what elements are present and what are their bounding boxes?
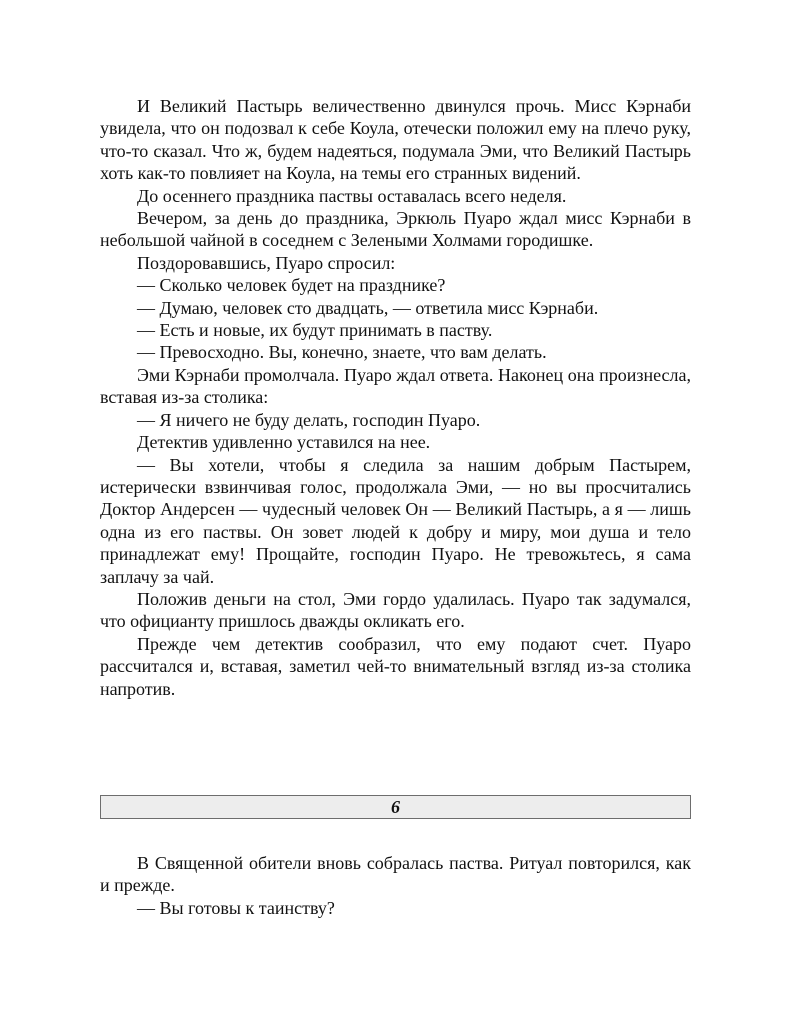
chapter-heading: [100, 795, 691, 819]
text-section-1: [100, 95, 691, 700]
paragraph: Эми Кэрнаби промолчала. Пуаро ждал ответа. Наконец она произнесла, вставая из-за столика:: [100, 364, 691, 408]
paragraph: В Священной обители вновь собралась паства. Ритуал повторился, как и прежде.: [100, 853, 691, 896]
paragraph: Прежде чем детектив сообразил, что ему подают счет. Пуаро рассчитался и, вставая, заметил чей-то внимательный взгляд из-за столика напротив.: [100, 633, 691, 699]
paragraph: Поздоровавшись, Пуаро спросил:: [137, 252, 396, 273]
dialogue-line: — Вы готовы к таинству?: [137, 897, 335, 918]
paragraph: Вечером, за день до праздника, Эркюль Пуаро ждал мисс Кэрнаби в небольшой чайной в соседнем с Зелеными Холмами городишке.: [100, 208, 691, 251]
dialogue-line: — Превосходно. Вы, конечно, знаете, что вам делать.: [137, 342, 547, 363]
text-section-2: [100, 852, 691, 919]
dialogue-line: — Я ничего не буду делать, господин Пуаро.: [137, 409, 481, 430]
dialogue-line: — Думаю, человек сто двадцать, — ответила мисс Кэрнаби.: [137, 297, 599, 318]
paragraph: Положив деньги на стол, Эми гордо удалилась. Пуаро так задумался, что официанту пришлось дважды окликать его.: [100, 588, 691, 632]
paragraph: До осеннего праздника паствы оставалась всего неделя.: [137, 185, 567, 206]
chapter-number: 6: [391, 797, 400, 817]
dialogue-line: — Вы хотели, чтобы я следила за нашим добрым Пастырем, истерически взвинчивая голос, продолжала Эми, — но вы просчитались Доктор Андерсен — чудесный человек Он — Великий Пастырь, а я — лишь одна из его паствы. Он зовет людей к добру и миру, мои душа и тело принадлежат ему! Прощайте, господин Пуаро. Не тревожьтесь, я сама заплачу за чай.: [100, 454, 691, 587]
dialogue-line: — Сколько человек будет на празднике?: [137, 275, 446, 296]
paragraph: Детектив удивленно уставился на нее.: [137, 432, 431, 453]
paragraph: И Великий Пастырь величественно двинулся прочь. Мисс Кэрнаби увидела, что он подозвал к себе Коула, отечески положил ему на плечо руку, что-то сказал. Что ж, будем надеяться, подумала Эми, что Великий Пастырь хоть как-то повлияет на Коула, на темы его странных видений.: [100, 96, 691, 184]
dialogue-line: — Есть и новые, их будут принимать в паству.: [137, 320, 493, 341]
